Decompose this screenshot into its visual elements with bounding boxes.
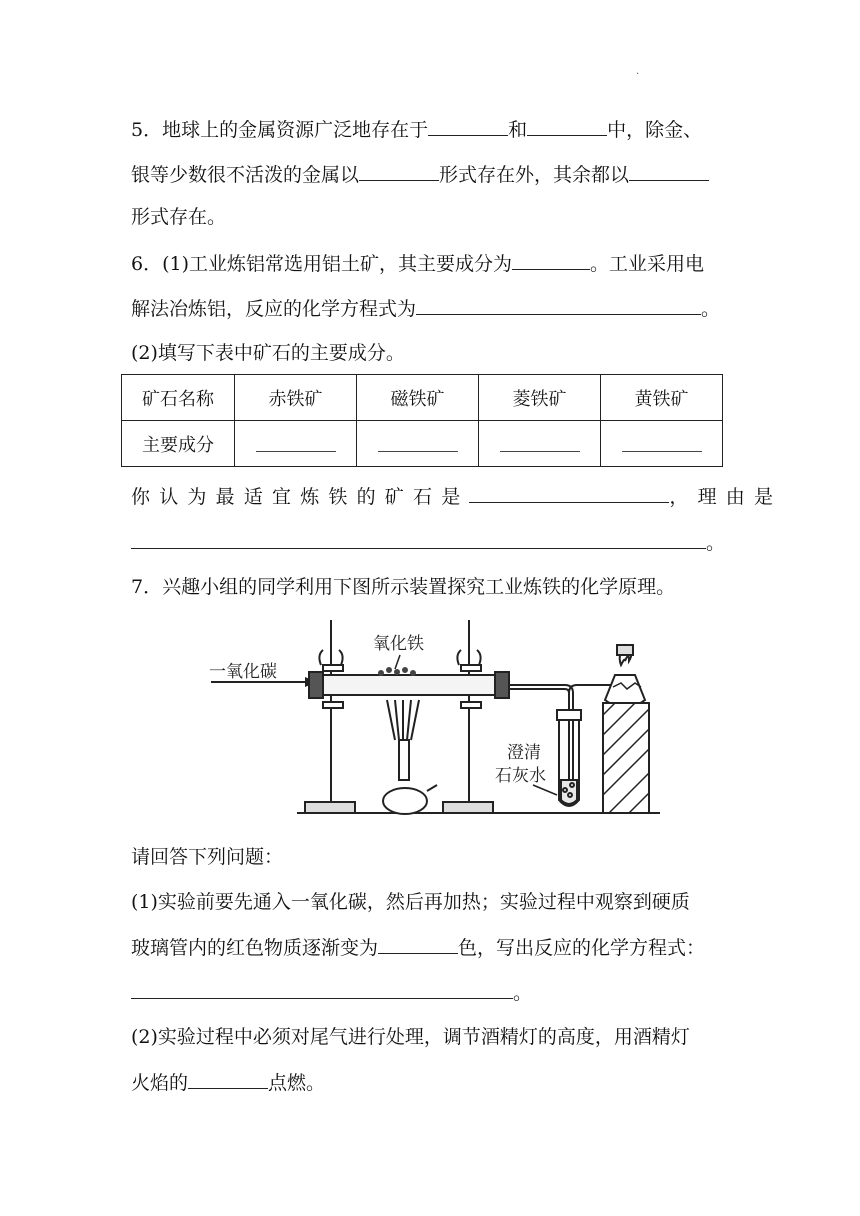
q6-text: 你认为最适宜炼铁的矿石是 [131,486,470,508]
table-header-cell: 菱铁矿 [479,375,601,421]
table-header-cell: 赤铁矿 [235,375,357,421]
q6-text: ，理由是 [669,486,783,508]
q6-part-2 [131,341,405,365]
q7-text: 玻璃管内的红色物质逐渐变为 [131,937,379,959]
q6-text: 解法冶炼铝，反应的化学方程式为 [131,298,417,320]
ore-table [121,374,723,467]
table-header-cell: 矿石名称 [122,375,235,421]
q7-part-1-line-1 [131,890,690,914]
table-row [122,421,723,467]
table-header-cell: 黄铁矿 [601,375,723,421]
table-answer-cell [601,421,723,467]
iron-stand-right [443,620,493,813]
answer-blank[interactable] [469,484,669,503]
iron-smelting-apparatus-figure [205,615,665,825]
q5-text: 5．地球上的金属资源广泛地存在于 [131,119,429,141]
q5-text: 形式存在外，其余都以 [439,164,630,186]
page-mark: . [636,66,640,77]
q5-text: 形式存在。 [131,206,227,228]
q6-text: 。 [701,298,721,320]
table-answer-cell [357,421,479,467]
q7-part-1-line-2 [131,935,705,960]
co-gas-label: 一氧化碳 [209,662,277,682]
q5-line-1 [131,117,702,142]
answer-blank[interactable] [188,1070,268,1089]
q6-text: 6．(1)工业炼铝常选用铝土矿，其主要成分为 [131,253,513,275]
answer-blank[interactable] [256,431,336,452]
iron-oxide-label: 氧化铁 [373,634,424,654]
q6-text: 。工业采用电 [590,253,705,275]
answer-blank[interactable] [378,935,458,954]
answer-blank[interactable] [527,117,607,136]
table-row [122,375,723,421]
q6-line-2 [131,296,720,321]
q7-text: 火焰的 [131,1072,189,1094]
q7-text: (1)实验前要先通入一氧化碳，然后再加热；实验过程中观察到硬质 [131,891,690,913]
iron-stand-left [305,620,355,813]
q7-text: 色，写出反应的化学方程式： [458,937,706,959]
q7-part-1-line-3 [131,980,532,1005]
answer-blank[interactable] [416,296,701,315]
q5-text: 中，除金、 [607,119,703,141]
answer-blank[interactable] [378,431,458,452]
answer-blank[interactable] [359,162,439,181]
q7-text: 请回答下列问题： [131,846,284,868]
q6-after-line-2 [131,530,725,555]
table-answer-cell [479,421,601,467]
table-header-cell: 磁铁矿 [357,375,479,421]
q7-text: 点燃。 [268,1072,326,1094]
q5-text: 银等少数很不活泼的金属以 [131,164,360,186]
q5-line-2 [131,162,709,187]
answer-blank[interactable] [622,431,702,452]
q7-prompt [131,845,283,869]
q7-text: 7．兴趣小组的同学利用下图所示装置探究工业炼铁的化学原理。 [131,576,676,598]
alcohol-burner-under-tube [383,700,437,814]
q5-text: 和 [508,119,528,141]
answer-blank[interactable] [131,980,513,999]
q6-text: 。 [706,532,726,554]
table-answer-cell [235,421,357,467]
limewater-label-line-1: 澄清 [507,743,541,763]
answer-blank[interactable] [512,251,590,270]
q6-line-1 [131,251,704,276]
q7-part-2-line-1 [131,1025,690,1049]
answer-blank[interactable] [500,431,580,452]
q6-after-line-1 [131,484,782,509]
tail-gas-alcohol-lamp [603,645,649,813]
table-row-label: 主要成分 [122,421,235,467]
q7-part-2-line-2 [131,1070,325,1095]
q7-text: (2)实验过程中必须对尾气进行处理，调节酒精灯的高度，用酒精灯 [131,1026,690,1048]
limewater-label-line-2: 石灰水 [495,766,546,786]
answer-blank[interactable] [131,530,706,549]
answer-blank[interactable] [428,117,508,136]
q7-text: 。 [513,982,533,1004]
q5-line-3 [131,205,226,229]
q7-intro [131,575,675,599]
q6-text: (2)填写下表中矿石的主要成分。 [131,342,405,364]
answer-blank[interactable] [629,162,709,181]
